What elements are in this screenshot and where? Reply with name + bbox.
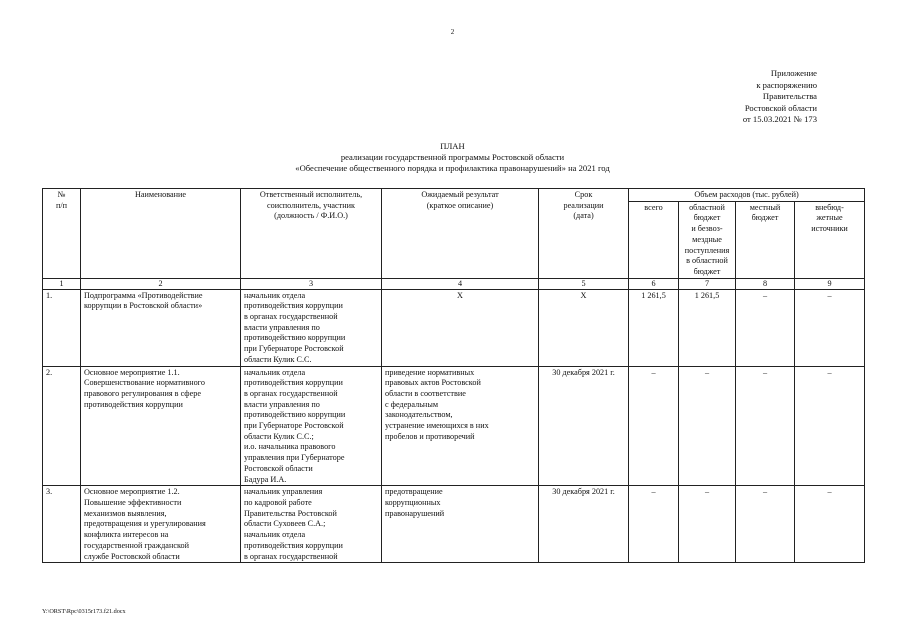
- header-responsible: Ответственный исполнитель, соисполнитель, участник (должность / Ф.И.О.): [241, 189, 382, 279]
- column-number: 2: [81, 278, 241, 289]
- column-number: 4: [382, 278, 539, 289]
- row-local: –: [736, 486, 795, 563]
- row-result: приведение нормативных правовых актов Ростовской области в соответствие с федеральным законодательством, устранение имеющихся в них пробелов и противоречий: [382, 366, 539, 486]
- column-number: 9: [795, 278, 865, 289]
- row-total: 1 261,5: [629, 289, 679, 366]
- appendix-block: [743, 68, 817, 126]
- row-name: Основное мероприятие 1.1. Совершенствование нормативного правового регулирования в сфере противодействия коррупции: [81, 366, 241, 486]
- plan-subtitle: реализации государственной программы Ростовской области: [340, 152, 565, 163]
- table-row: [43, 486, 865, 563]
- appendix-line: от 15.03.2021 № 173: [742, 114, 817, 125]
- header-local: местный бюджет: [736, 201, 795, 278]
- row-extra: –: [795, 289, 865, 366]
- header-regional: областной бюджет и безвоз- мездные поступления в областной бюджет: [679, 201, 736, 278]
- row-name: Основное мероприятие 1.2. Повышение эффективности механизмов выявления, предотвращения и урегулирования конфликта интересов на государственной гражданской службе Ростовской области: [81, 486, 241, 563]
- column-number: 7: [679, 278, 736, 289]
- header-expenses-group: Объем расходов (тыс. рублей): [629, 189, 865, 202]
- row-regional: –: [679, 486, 736, 563]
- table-row: [43, 366, 865, 486]
- column-number: 6: [629, 278, 679, 289]
- plan-table: [42, 188, 865, 563]
- appendix-line: к распоряжению: [756, 79, 817, 90]
- plan-heading: [0, 141, 905, 175]
- row-term: 30 декабря 2021 г.: [539, 486, 629, 563]
- appendix-line: Правительства: [762, 91, 817, 102]
- footer-file-path: Y:\ORST\Rpc\0315r173.f21.docx: [42, 608, 126, 615]
- header-total: всего: [629, 201, 679, 278]
- header-extra: внебюд- жетные источники: [795, 201, 865, 278]
- column-number: 5: [539, 278, 629, 289]
- column-number: 8: [736, 278, 795, 289]
- row-responsible: начальник управления по кадровой работе Правительства Ростовской области Суховеев С.А.; начальник отдела противодействия коррупции в органах государственной: [241, 486, 382, 563]
- appendix-line: Ростовской области: [744, 102, 817, 113]
- header-result: Ожидаемый результат (краткое описание): [382, 189, 539, 279]
- row-name: Подпрограмма «Противодействие коррупции в Ростовской области»: [81, 289, 241, 366]
- row-total: –: [629, 366, 679, 486]
- row-regional: 1 261,5: [679, 289, 736, 366]
- row-num: 3.: [43, 486, 81, 563]
- page-number: 2: [450, 28, 455, 36]
- row-responsible: начальник отдела противодействия коррупции в органах государственной власти управления по противодействию коррупции при Губернаторе Ростовской области Кулик С.С.: [241, 289, 382, 366]
- plan-title: ПЛАН: [440, 141, 465, 151]
- column-number: 3: [241, 278, 382, 289]
- header-name: Наименование: [81, 189, 241, 279]
- header-num: № п/п: [43, 189, 81, 279]
- row-num: 2.: [43, 366, 81, 486]
- header-term: Срок реализации (дата): [539, 189, 629, 279]
- row-extra: –: [795, 486, 865, 563]
- row-local: –: [736, 289, 795, 366]
- row-regional: –: [679, 366, 736, 486]
- table-row: [43, 289, 865, 366]
- appendix-line: Приложение: [770, 68, 817, 78]
- row-term: Х: [539, 289, 629, 366]
- row-extra: –: [795, 366, 865, 486]
- row-num: 1.: [43, 289, 81, 366]
- header-row: [43, 189, 865, 202]
- column-numbers-row: [43, 278, 865, 289]
- row-result: предотвращение коррупционных правонарушений: [382, 486, 539, 563]
- plan-subtitle: «Обеспечение общественного порядка и профилактика правонарушений» на 2021 год: [295, 163, 610, 174]
- row-responsible: начальник отдела противодействия коррупции в органах государственной власти управления по противодействию коррупции при Губернаторе Ростовской области Кулик С.С.; и.о. начальника правового управления при Губернаторе Ростовской области Бадура И.А.: [241, 366, 382, 486]
- row-result: Х: [382, 289, 539, 366]
- row-local: –: [736, 366, 795, 486]
- column-number: 1: [43, 278, 81, 289]
- row-term: 30 декабря 2021 г.: [539, 366, 629, 486]
- row-total: –: [629, 486, 679, 563]
